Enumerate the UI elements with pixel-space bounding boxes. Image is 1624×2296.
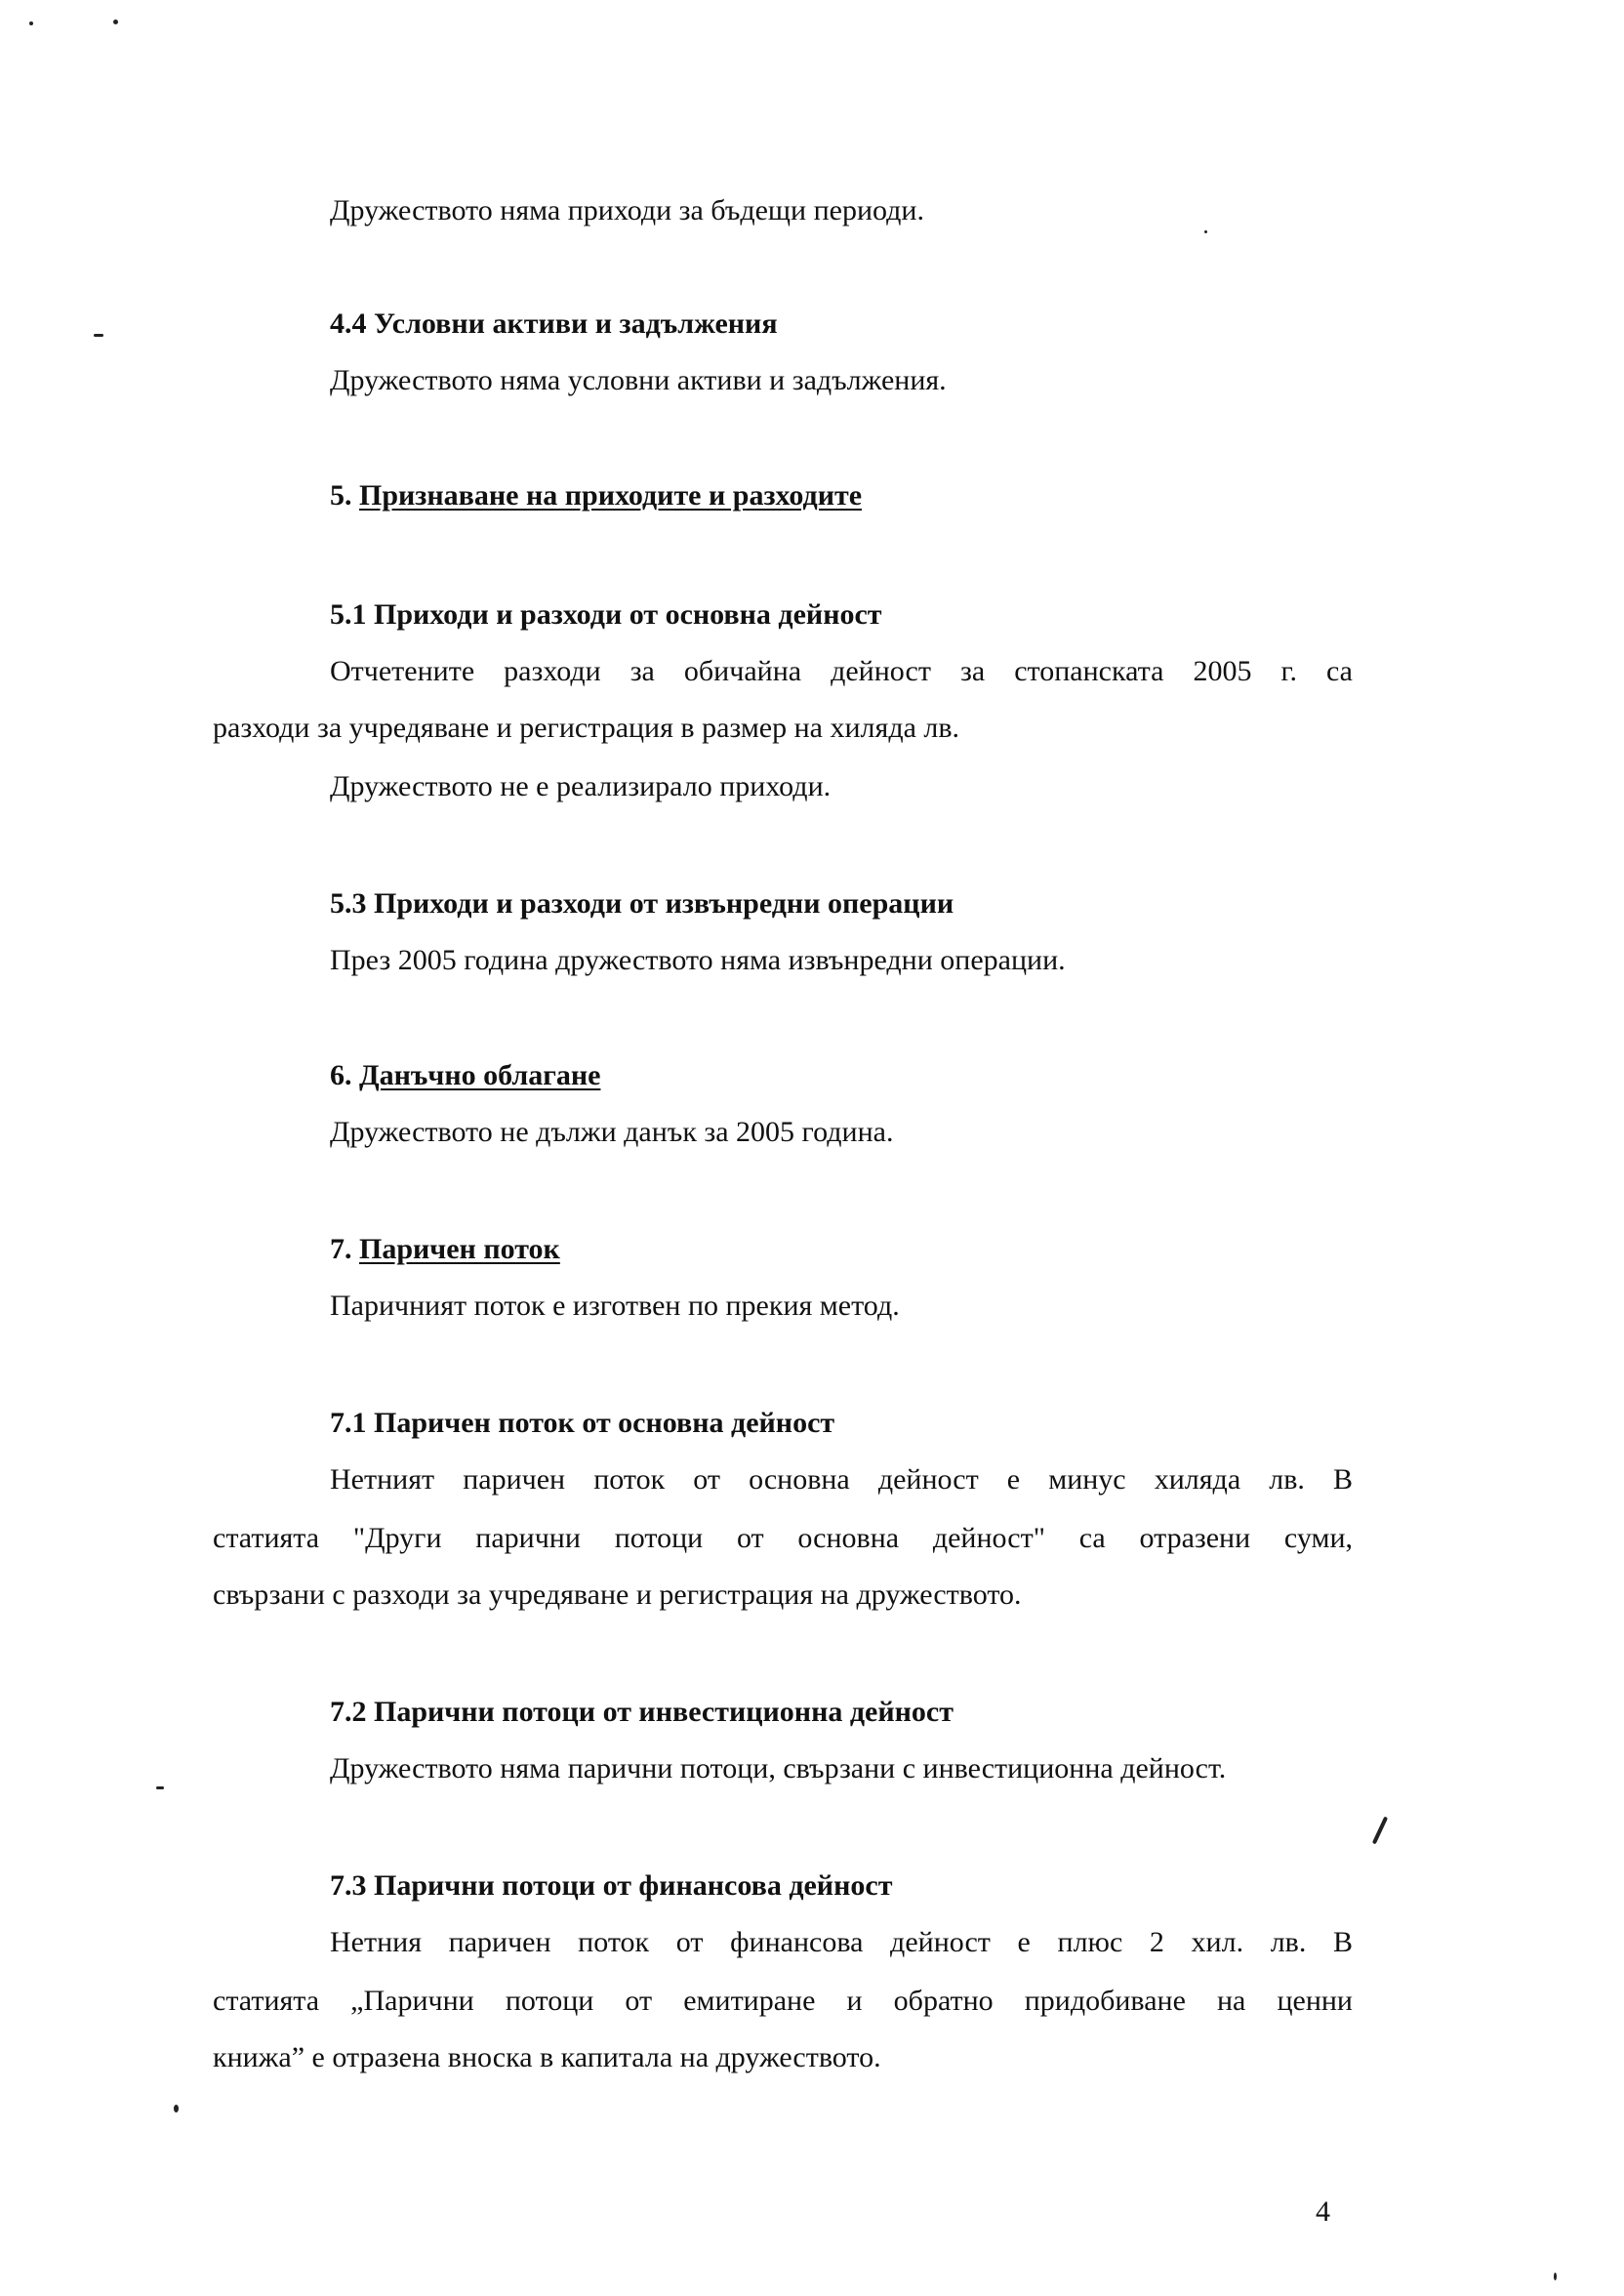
paragraph-5-1-line-2: разходи за учредяване и регистрация в размер на хиляда лв. xyxy=(213,712,960,744)
section-title-6: Данъчно облагане xyxy=(359,1059,601,1091)
paragraph-contingent-assets: Дружеството няма условни активи и задължения. xyxy=(330,364,947,396)
paragraph-no-future-revenue: Дружеството няма приходи за бъдещи периоди. xyxy=(330,194,924,226)
paragraph-5-1-line-3: Дружеството не е реализирало приходи. xyxy=(330,770,832,802)
scan-speck xyxy=(1554,2273,1557,2280)
scan-speck xyxy=(1204,230,1207,233)
scan-speck xyxy=(1372,1817,1388,1845)
paragraph-7-1-line-1: Нетният паричен поток от основна дейност е минус хиляда лв. В xyxy=(330,1463,1353,1496)
scan-speck xyxy=(94,334,103,337)
scan-speck xyxy=(29,21,33,25)
paragraph-7-1-line-3: свързани с разходи за учредяване и регистрация на дружеството. xyxy=(213,1578,1022,1611)
paragraph-7: Паричният поток е изготвен по прекия метод. xyxy=(330,1290,900,1322)
paragraph-6: Дружеството не дължи данък за 2005 година. xyxy=(330,1116,894,1148)
section-heading-6 xyxy=(330,1056,600,1095)
scan-speck xyxy=(156,1786,164,1789)
section-heading-5-1: 5.1 Приходи и разходи от основна дейност xyxy=(330,598,882,631)
section-title-5: Признаване на приходите и разходите xyxy=(359,479,863,512)
section-heading-4-4: 4.4 Условни активи и задължения xyxy=(330,308,778,340)
section-heading-5-3: 5.3 Приходи и разходи от извънредни операции xyxy=(330,887,954,920)
scan-speck xyxy=(174,2105,179,2112)
paragraph-7-3-line-3: книжа” е отразена вноска в капитала на дружеството. xyxy=(213,2041,881,2073)
paragraph-7-3-line-2: статията „Парични потоци от емитиране и обратно придобиване на ценни xyxy=(213,1985,1353,2017)
scan-speck xyxy=(113,20,118,24)
section-heading-5 xyxy=(330,476,862,515)
section-heading-7 xyxy=(330,1230,560,1269)
paragraph-7-1-line-2: статията "Други парични потоци от основна дейност" са отразени суми, xyxy=(213,1522,1353,1554)
section-heading-7-3: 7.3 Парични потоци от финансова дейност xyxy=(330,1869,893,1902)
page-number: 4 xyxy=(1316,2195,1330,2228)
paragraph-5-3: През 2005 година дружеството няма извънредни операции. xyxy=(330,944,1066,976)
paragraph-5-1-line-1: Отчетените разходи за обичайна дейност за стопанската 2005 г. са xyxy=(330,655,1353,687)
section-title-7: Паричен поток xyxy=(359,1233,560,1265)
section-number-5: 5. xyxy=(330,479,359,512)
section-number-7: 7. xyxy=(330,1233,359,1265)
section-heading-7-1: 7.1 Паричен поток от основна дейност xyxy=(330,1407,835,1439)
paragraph-7-3-line-1: Нетния паричен поток от финансова дейност е плюс 2 хил. лв. В xyxy=(330,1926,1353,1958)
paragraph-7-2: Дружеството няма парични потоци, свързани с инвестиционна дейност. xyxy=(330,1752,1227,1784)
section-number-6: 6. xyxy=(330,1059,359,1091)
section-heading-7-2: 7.2 Парични потоци от инвестиционна дейност xyxy=(330,1696,954,1728)
